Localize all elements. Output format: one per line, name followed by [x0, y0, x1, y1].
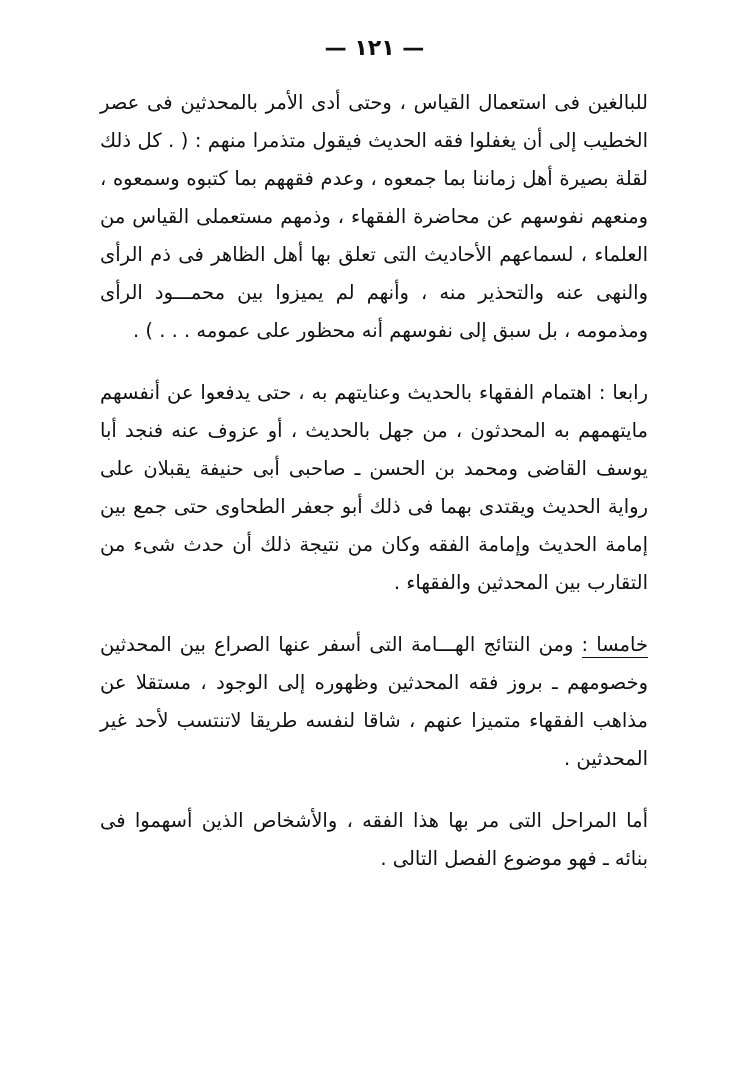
paragraph-2-lead: رابعا :	[598, 381, 648, 404]
page-number: — ١٢١ —	[324, 36, 425, 61]
paragraph-1	[100, 84, 648, 350]
paragraph-3-text: ومن النتائج الهـــامة التى أسفر عنها الصراع بين المحدثين وخصومهم ـ بروز فقه المحدثين وظهوره إلى الوجود ، مستقلا عن مذاهب الفقهاء متميزا عنهم ، شاقا لنفسه طريقا لاتنتسب لأحد غير المحدثين .	[100, 633, 648, 770]
paragraph-1-text: للبالغين فى استعمال القياس ، وحتى أدى الأمر بالمحدثين فى عصر الخطيب إلى أن يغفلوا فقه الحديث فيقول متذمرا منهم : ( . كل ذلك لقلة بصيرة أهل زماننا بما جمعوه ، وعدم فقههم بما كتبوه وسمعوه ، ومنعهم نفوسهم عن محاضرة الفقهاء ، وذمهم مستعملى القياس من العلماء ، لسماعهم الأحاديث التى تعلق بها أهل الظاهر فى ذم الرأى والنهى عنه والتحذير منه ، وأنهم لم يميزوا بين محمـــود الرأى ومذمومه ، بل سبق إلى نفوسهم أنه محظور على عمومه . . . ) .	[100, 91, 648, 342]
paragraph-2-text: اهتمام الفقهاء بالحديث وعنايتهم به ، حتى يدفعوا عن أنفسهم مايتهمهم به المحدثون ، من جهل بالحديث ، أو عزوف عنه فنجد أبا يوسف القاضى ومحمد بن الحسن ـ صاحبى أبى حنيفة يقبلان على رواية الحديث ويقتدى بهما فى ذلك أبو جعفر الطحاوى حتى جمع بين إمامة الحديث وإمامة الفقه وكان من نتيجة ذلك أن حدث شىء من التقارب بين المحدثين والفقهاء .	[100, 381, 648, 594]
paragraph-3-lead: خامسا :	[581, 633, 648, 656]
paragraph-4-text: أما المراحل التى مر بها هذا الفقه ، والأشخاص الذين أسهموا فى بنائه ـ فهو موضوع الفصل التالى .	[100, 809, 648, 870]
page-body	[100, 84, 648, 878]
paragraph-3	[100, 626, 648, 778]
paragraph-2	[100, 374, 648, 602]
paragraph-4	[100, 802, 648, 878]
